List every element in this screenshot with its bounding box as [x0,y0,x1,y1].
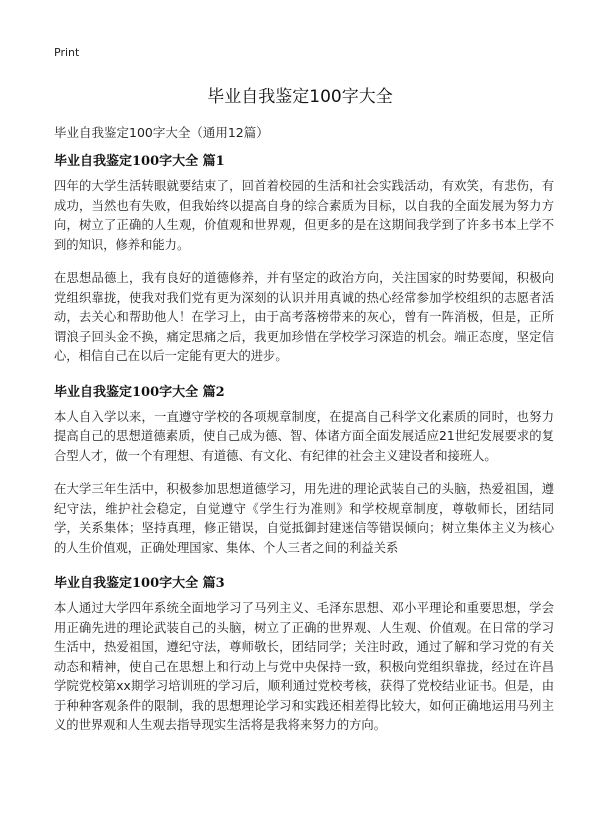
section-1 [54,150,554,367]
section-2 [54,381,554,559]
paragraph: 四年的大学生活转眼就要结束了，回首着校园的生活和社会实践活动，有欢笑，有悲伤，有成功，当然也有失败，但我始终以提高自身的综合素质为目标，以自我的全面发展为努力方向，树立了正确的人生观，价值观和世界观，但更多的是在这期间我学到了许多书本上学不到的知识，修养和能力。 [54,179,554,252]
paragraph: 在大学三年生活中，积极参加思想道德学习，用先进的理论武装自己的头脑，热爱祖国，遵纪守法，维护社会稳定，自觉遵守《学生行为准则》和学校规章制度，尊敬师长，团结同学，关系集体；坚持真理，修正错误，自觉抵御封建迷信等错误倾向；树立集体主义为核心的人生价值观，正确处理国家、集体、个人三者之间的利益关系 [54,482,554,555]
section-heading: 毕业自我鉴定100字大全 篇2 [54,384,225,400]
section-3 [54,572,554,736]
paragraph: 在思想品德上，我有良好的道德修养，并有坚定的政治方向，关注国家的时势要闻，积极向党组织靠拢，使我对我们党有更为深刻的认识并用真诚的热心经常参加学校组织的志愿者活动，去关心和帮助他人！在学习上，由于高考落榜带来的灰心，曾有一阵消极，但是，正所谓浪子回头金不换，痛定思痛之后，我更加珍惜在学校学习深造的机会。端正态度，坚定信心，相信自己在以后一定能有更大的进步。 [54,271,554,363]
section-heading: 毕业自我鉴定100字大全 篇1 [54,154,225,169]
doc-intro: 毕业自我鉴定100字大全（通用12篇） [54,125,269,140]
paragraph: 本人通过大学四年系统全面地学习了马列主义、毛泽东思想、邓小平理论和重要思想，学会用正确先进的理论武装自己的头脑，树立了正确的世界观、人生观、价值观。在日常的学习生活中，热爱祖国，遵纪守法，尊师敬长，团结同学；关注时政，通过了解和学习党的有关动态和精神，使自己在思想上和行动上与党中央保持一致，积极向党组织靠拢，经过在许昌学院党校第xx期学习培训班的学习后，顺利通过党校考核，获得了党校结业证书。但是，由于种种客观条件的限制，我的思想理论学习和实践还相差得比较大，如何正确地运用马列主义的世界观和人生观去指导现实生活将是我将来努力的方向。 [54,601,554,732]
print-label[interactable]: Print [54,46,80,59]
page-title: 毕业自我鉴定100字大全 [207,87,393,107]
section-heading: 毕业自我鉴定100字大全 篇3 [54,576,225,591]
paragraph: 本人自入学以来，一直遵守学校的各项规章制度，在提高自己科学文化素质的同时，也努力提高自己的思想道德素质，使自己成为德、智、体诸方面全面发展适应21世纪发展要求的复合型人才，做一个有理想、有道德、有文化、有纪律的社会主义建设者和接班人。 [54,409,554,463]
document-body [54,150,554,750]
